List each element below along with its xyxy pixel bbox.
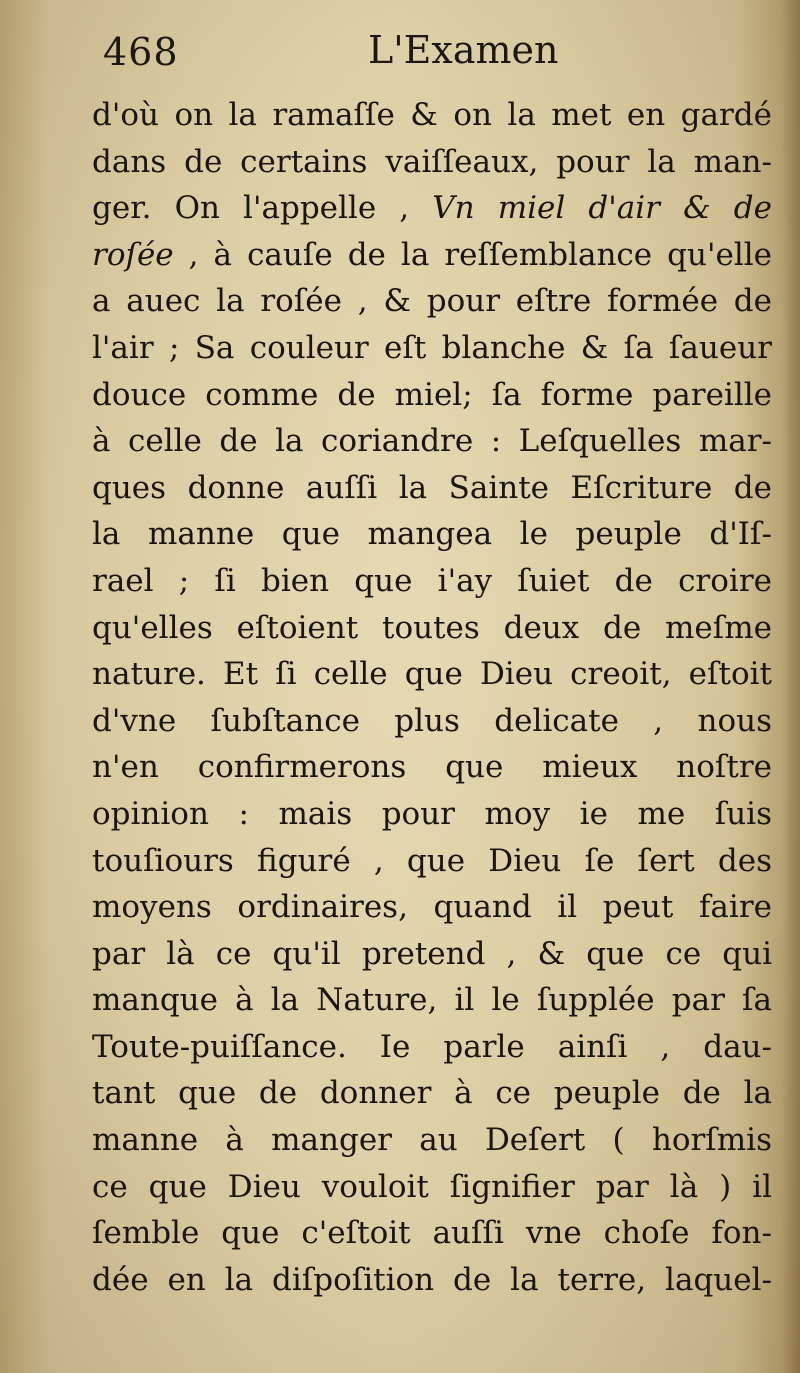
text-line: d'vne ſubſtance plus delicate , nous xyxy=(92,702,772,739)
text-line: moyens ordinaires, quand il peut faire xyxy=(92,889,772,926)
text-line: d'où on la ramaſſe & on la met en gardé xyxy=(92,97,772,133)
text-line: dans de certains vaiſſeaux, pour la man- xyxy=(92,143,772,180)
text-line: dée en la diſpoſition de la terre, laquel- xyxy=(92,1261,772,1298)
text-line: qu'elles eſtoient toutes deux de meſme xyxy=(92,609,772,646)
text-line: douce comme de miel; ſa forme pareille xyxy=(92,376,772,413)
text-line: par là ce qu'il pretend , & que ce qui xyxy=(92,935,772,972)
text-line: ques donne auſſi la Sainte Eſcriture de xyxy=(92,469,772,506)
text-segment: , à cauſe de la reſſemblance qu'elle xyxy=(173,236,772,273)
running-title: L'Examen xyxy=(368,28,559,72)
text-line: ce que Dieu vouloit ſignifier par là ) il xyxy=(92,1168,772,1205)
text-segment: ger. On l'appelle , xyxy=(92,190,433,227)
text-line: rael ; ſi bien que i'ay ſuiet de croire xyxy=(92,562,772,599)
text-line: manque à la Nature, il le ſupplée par ſa xyxy=(92,982,772,1019)
text-line: Toute-puiſſance. Ie parle ainſi , dau- xyxy=(92,1028,772,1065)
italic-phrase: roſée xyxy=(92,236,174,273)
page-edge-shadow xyxy=(782,0,800,1373)
text-line: à celle de la coriandre : Leſquelles mar- xyxy=(92,423,772,460)
text-line: la manne que mangea le peuple d'Iſ- xyxy=(92,516,772,553)
text-line: opinion : mais pour moy ie me ſuis xyxy=(92,795,772,832)
text-line: l'air ; Sa couleur eſt blanche & ſa ſaueur xyxy=(92,329,772,366)
italic-phrase: Vn miel d'air & de xyxy=(432,190,772,227)
text-line xyxy=(92,185,772,232)
text-line: touſiours figuré , que Dieu ſe ſert des xyxy=(92,842,772,879)
text-line: manne à manger au Deſert ( horſmis xyxy=(92,1122,772,1159)
text-line: ſemble que c'eſtoit auſſi vne choſe fon- xyxy=(92,1215,772,1252)
body-text xyxy=(92,92,772,1303)
page-header xyxy=(0,22,800,92)
text-line: n'en confirmerons que mieux noſtre xyxy=(92,749,772,786)
page-number: 468 xyxy=(103,30,179,74)
text-line: nature. Et ſi celle que Dieu creoit, eſtoit xyxy=(92,656,772,693)
text-line: a auec la roſée , & pour eſtre formée de xyxy=(92,283,772,320)
text-line: tant que de donner à ce peuple de la xyxy=(92,1075,772,1112)
text-line xyxy=(92,232,772,279)
